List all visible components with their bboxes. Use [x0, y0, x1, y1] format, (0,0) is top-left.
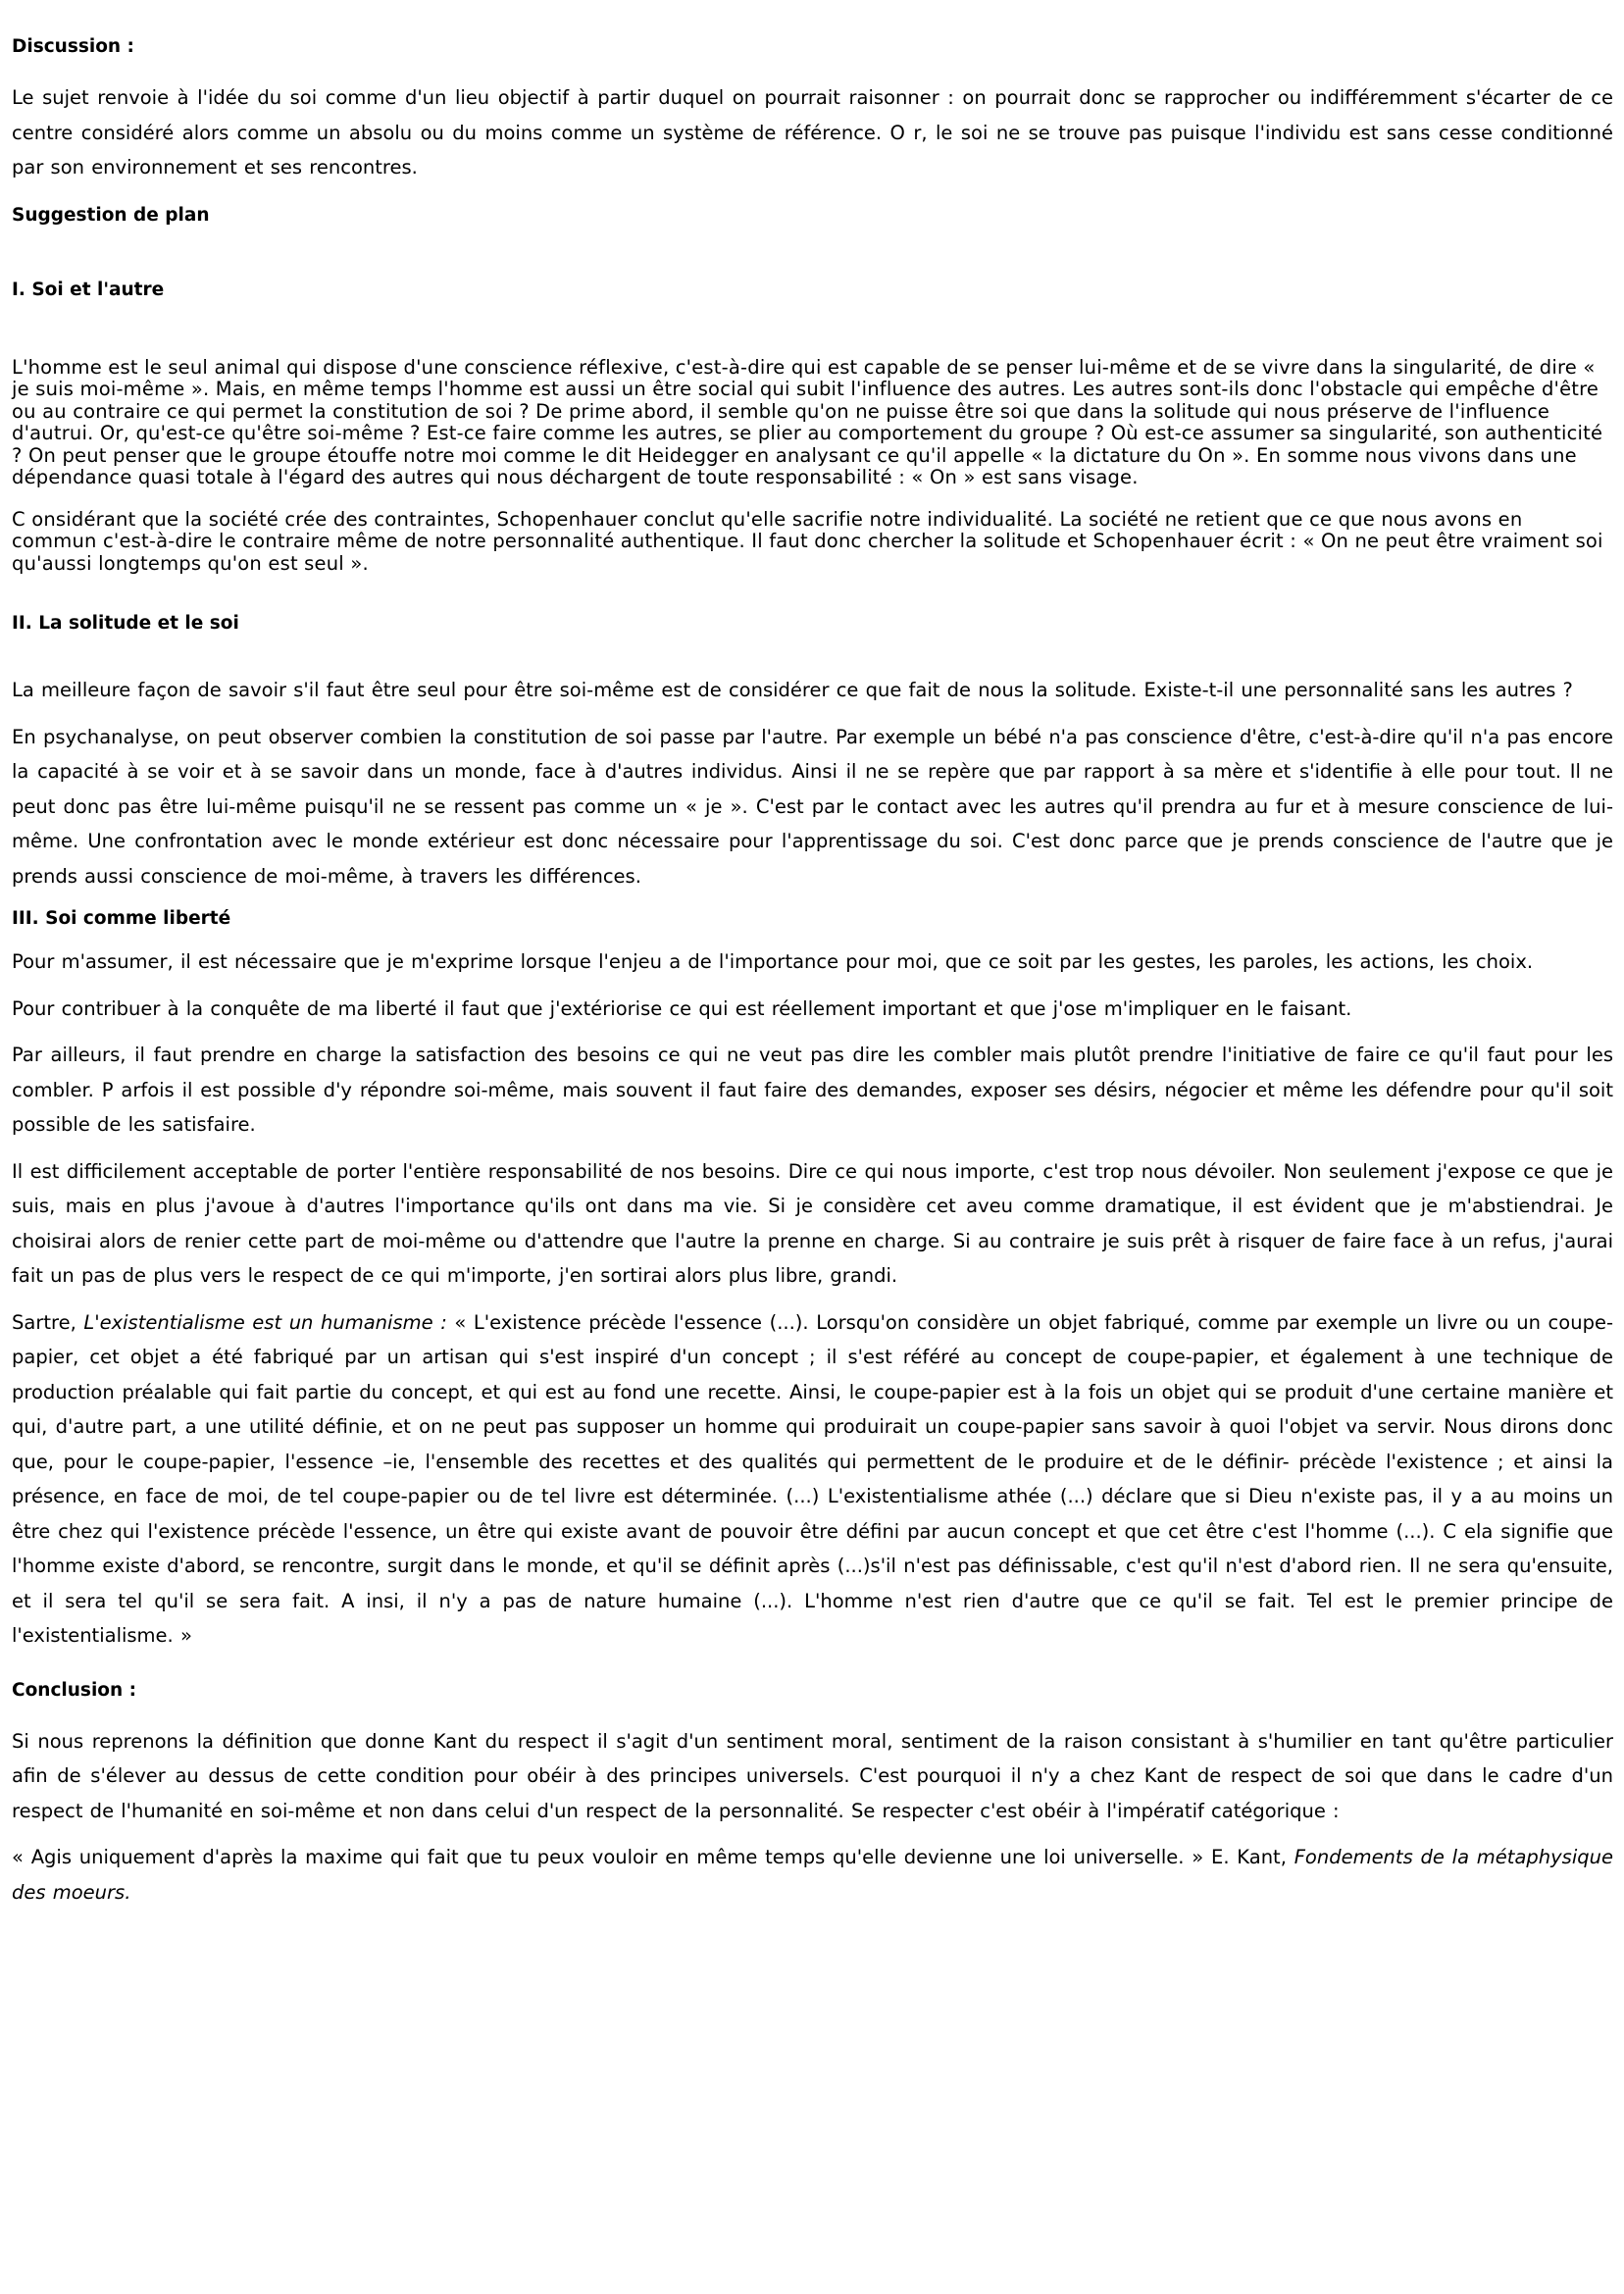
- kant-quote: « Agis uniquement d'après la maxime qui fait que tu peux vouloir en même temps qu'elle devienne une loi universelle. » E. Kant,: [12, 1846, 1287, 1868]
- part1-paragraph-1: L'homme est le seul animal qui dispose d'une conscience réflexive, c'est-à-dire qui est capable de se penser lui-même et de se vivre dans la singularité, de dire « je suis moi-même ». Mais, en même temps l'homme est aussi un être social qui subit l'influence des autres. Les autres sont-ils donc l'obstacle qui empêche d'être ou au contraire ce qui permet la constitution de soi ? De prime abord, il semble qu'on ne puisse être soi que dans la solitude qui nous préserve de l'influence d'autrui. Or, qu'est-ce qu'être soi-même ? Est-ce faire comme les autres, se plier au comportement du groupe ? Où est-ce assumer sa singularité, son authenticité ? On peut penser que le groupe étouffe notre moi comme le dit Heidegger en analysant ce qu'il appelle « la dictature du On ». En somme nous vivons dans une dépendance quasi totale à l'égard des autres qui nous déchargent de toute responsabilité : « On » est sans visage.: [12, 355, 1603, 488]
- discussion-paragraph: Le sujet renvoie à l'idée du soi comme d'un lieu objectif à partir duquel on pourrait raisonner : on pourrait donc se rapprocher ou indifféremment s'écarter de ce centre considéré alors comme un absolu ou du moins comme un système de référence. O r, le soi ne se trouve pas puisque l'individu est sans cesse conditionné par son environnement et ses rencontres.: [12, 86, 1613, 178]
- sartre-book-title: L'existentialisme est un humanisme :: [83, 1310, 447, 1334]
- plan-heading: Suggestion de plan: [12, 204, 210, 226]
- sartre-quote-paragraph: [12, 1305, 1613, 1654]
- part3-paragraph-1: Pour m'assumer, il est nécessaire que je m'exprime lorsque l'enjeu a de l'importance pour moi, que ce soit par les gestes, les paroles, les actions, les choix.: [12, 950, 1534, 973]
- conclusion-paragraph: Si nous reprenons la définition que donne Kant du respect il s'agit d'un sentiment moral, sentiment de la raison consistant à s'humilier en tant qu'être particulier afin de s'élever au dessus de cette condition pour obéir à des principes universels. C'est pourquoi il n'y a chez Kant de respect de soi que dans le cadre d'un respect de l'humanité en soi-même et non dans celui d'un respect de la personnalité. Se respecter c'est obéir à l'impératif catégorique :: [12, 1729, 1613, 1822]
- part1-heading: I. Soi et l'autre: [12, 279, 165, 300]
- kant-book-title: Fondements de la métaphysique des moeurs.: [12, 1846, 1613, 1904]
- part2-heading: II. La solitude et le soi: [12, 613, 239, 634]
- sartre-author: Sartre,: [12, 1310, 76, 1334]
- conclusion-heading: Conclusion :: [12, 1679, 137, 1701]
- part3-paragraph-3: Par ailleurs, il faut prendre en charge la satisfaction des besoins ce qui ne veut pas dire les combler mais plutôt prendre l'initiative de faire ce qu'il faut pour les combler. P arfois il est possible d'y répondre soi-même, mais souvent il faut faire des demandes, exposer ses désirs, négocier et même les défendre pour qu'il soit possible de les satisfaire.: [12, 1044, 1613, 1136]
- discussion-heading: Discussion :: [12, 36, 134, 57]
- part3-paragraph-4: Il est difficilement acceptable de porter l'entière responsabilité de nos besoins. Dire ce qui nous importe, c'est trop nous dévoiler. Non seulement j'expose ce que je suis, mais en plus j'avoue à d'autres l'importance qu'ils ont dans ma vie. Si je considère cet aveu comme dramatique, il est évident que je m'abstiendrai. Je choisirai alors de renier cette part de moi-même ou d'attendre que l'autre la prenne en charge. Si au contraire je suis prêt à risquer de faire face à un refus, j'aurai fait un pas de plus vers le respect de ce qui m'importe, j'en sortirai alors plus libre, grandi.: [12, 1159, 1613, 1287]
- part1-paragraph-2: C onsidérant que la société crée des contraintes, Schopenhauer conclut qu'elle sacrifie notre individualité. La société ne retient que ce que nous avons en commun c'est-à-dire le contraire même de notre personnalité authentique. Il faut donc chercher la solitude et Schopenhauer écrit : « On ne peut être vraiment soi qu'aussi longtemps qu'on est seul ».: [12, 507, 1603, 575]
- part2-paragraph-1: La meilleure façon de savoir s'il faut être seul pour être soi-même est de considérer ce que fait de nous la solitude. Existe-t-il une personnalité sans les autres ?: [12, 679, 1573, 701]
- kant-quote-paragraph: [12, 1840, 1613, 1910]
- part2-paragraph-2: En psychanalyse, on peut observer combien la constitution de soi passe par l'autre. Par exemple un bébé n'a pas conscience d'être, c'est-à-dire qu'il n'a pas encore la capacité à se voir et à se savoir dans un monde, face à d'autres individus. Ainsi il ne se repère que par rapport à sa mère et s'identifie à elle pour tout. Il ne peut donc pas être lui-même puisqu'il ne se ressent pas comme un « je ». C'est par le contact avec les autres qu'il prendra au fur et à mesure conscience de lui-même. Une confrontation avec le monde extérieur est donc nécessaire pour l'apprentissage du soi. C'est donc parce que je prends conscience de l'autre que je prends aussi conscience de moi-même, à travers les différences.: [12, 725, 1613, 888]
- part3-heading: III. Soi comme liberté: [12, 908, 231, 929]
- sartre-quote: « L'existence précède l'essence (...). Lorsqu'on considère un objet fabriqué, comme par exemple un livre ou un coupe-papier, cet objet a été fabriqué par un artisan qui s'est inspiré d'un concept ; il s'est référé au concept de coupe-papier, et également à une technique de production préalable qui fait partie du concept, et qui est au fond une recette. Ainsi, le coupe-papier est à la fois un objet qui se produit d'une certaine manière et qui, d'autre part, a une utilité définie, et on ne peut pas supposer un homme qui produirait un coupe-papier sans savoir à quoi l'objet va servir. Nous dirons donc que, pour le coupe-papier, l'essence –ie, l'ensemble des recettes et des qualités qui permettent de le produire et de le définir- précède l'existence ; et ainsi la présence, en face de moi, de tel coupe-papier ou de tel livre est déterminée. (...) L'existentialisme athée (...) déclare que si Dieu n'existe pas, il y a au moins un être chez qui l'existence précède l'essence, un être qui existe avant de pouvoir être défini par aucun concept et que cet être c'est l'homme (...). C ela signifie que l'homme existe d'abord, se rencontre, surgit dans le monde, et qu'il se définit après (...)s'il n'est pas définissable, c'est qu'il n'est d'abord rien. Il ne sera qu'ensuite, et il sera tel qu'il se sera fait. A insi, il n'y a pas de nature humaine (...). L'homme n'est rien d'autre que ce qu'il se fait. Tel est le premier principe de l'existentialisme. »: [12, 1310, 1613, 1647]
- part3-paragraph-2: Pour contribuer à la conquête de ma liberté il faut que j'extériorise ce qui est réellement important et que j'ose m'impliquer en le faisant.: [12, 996, 1352, 1020]
